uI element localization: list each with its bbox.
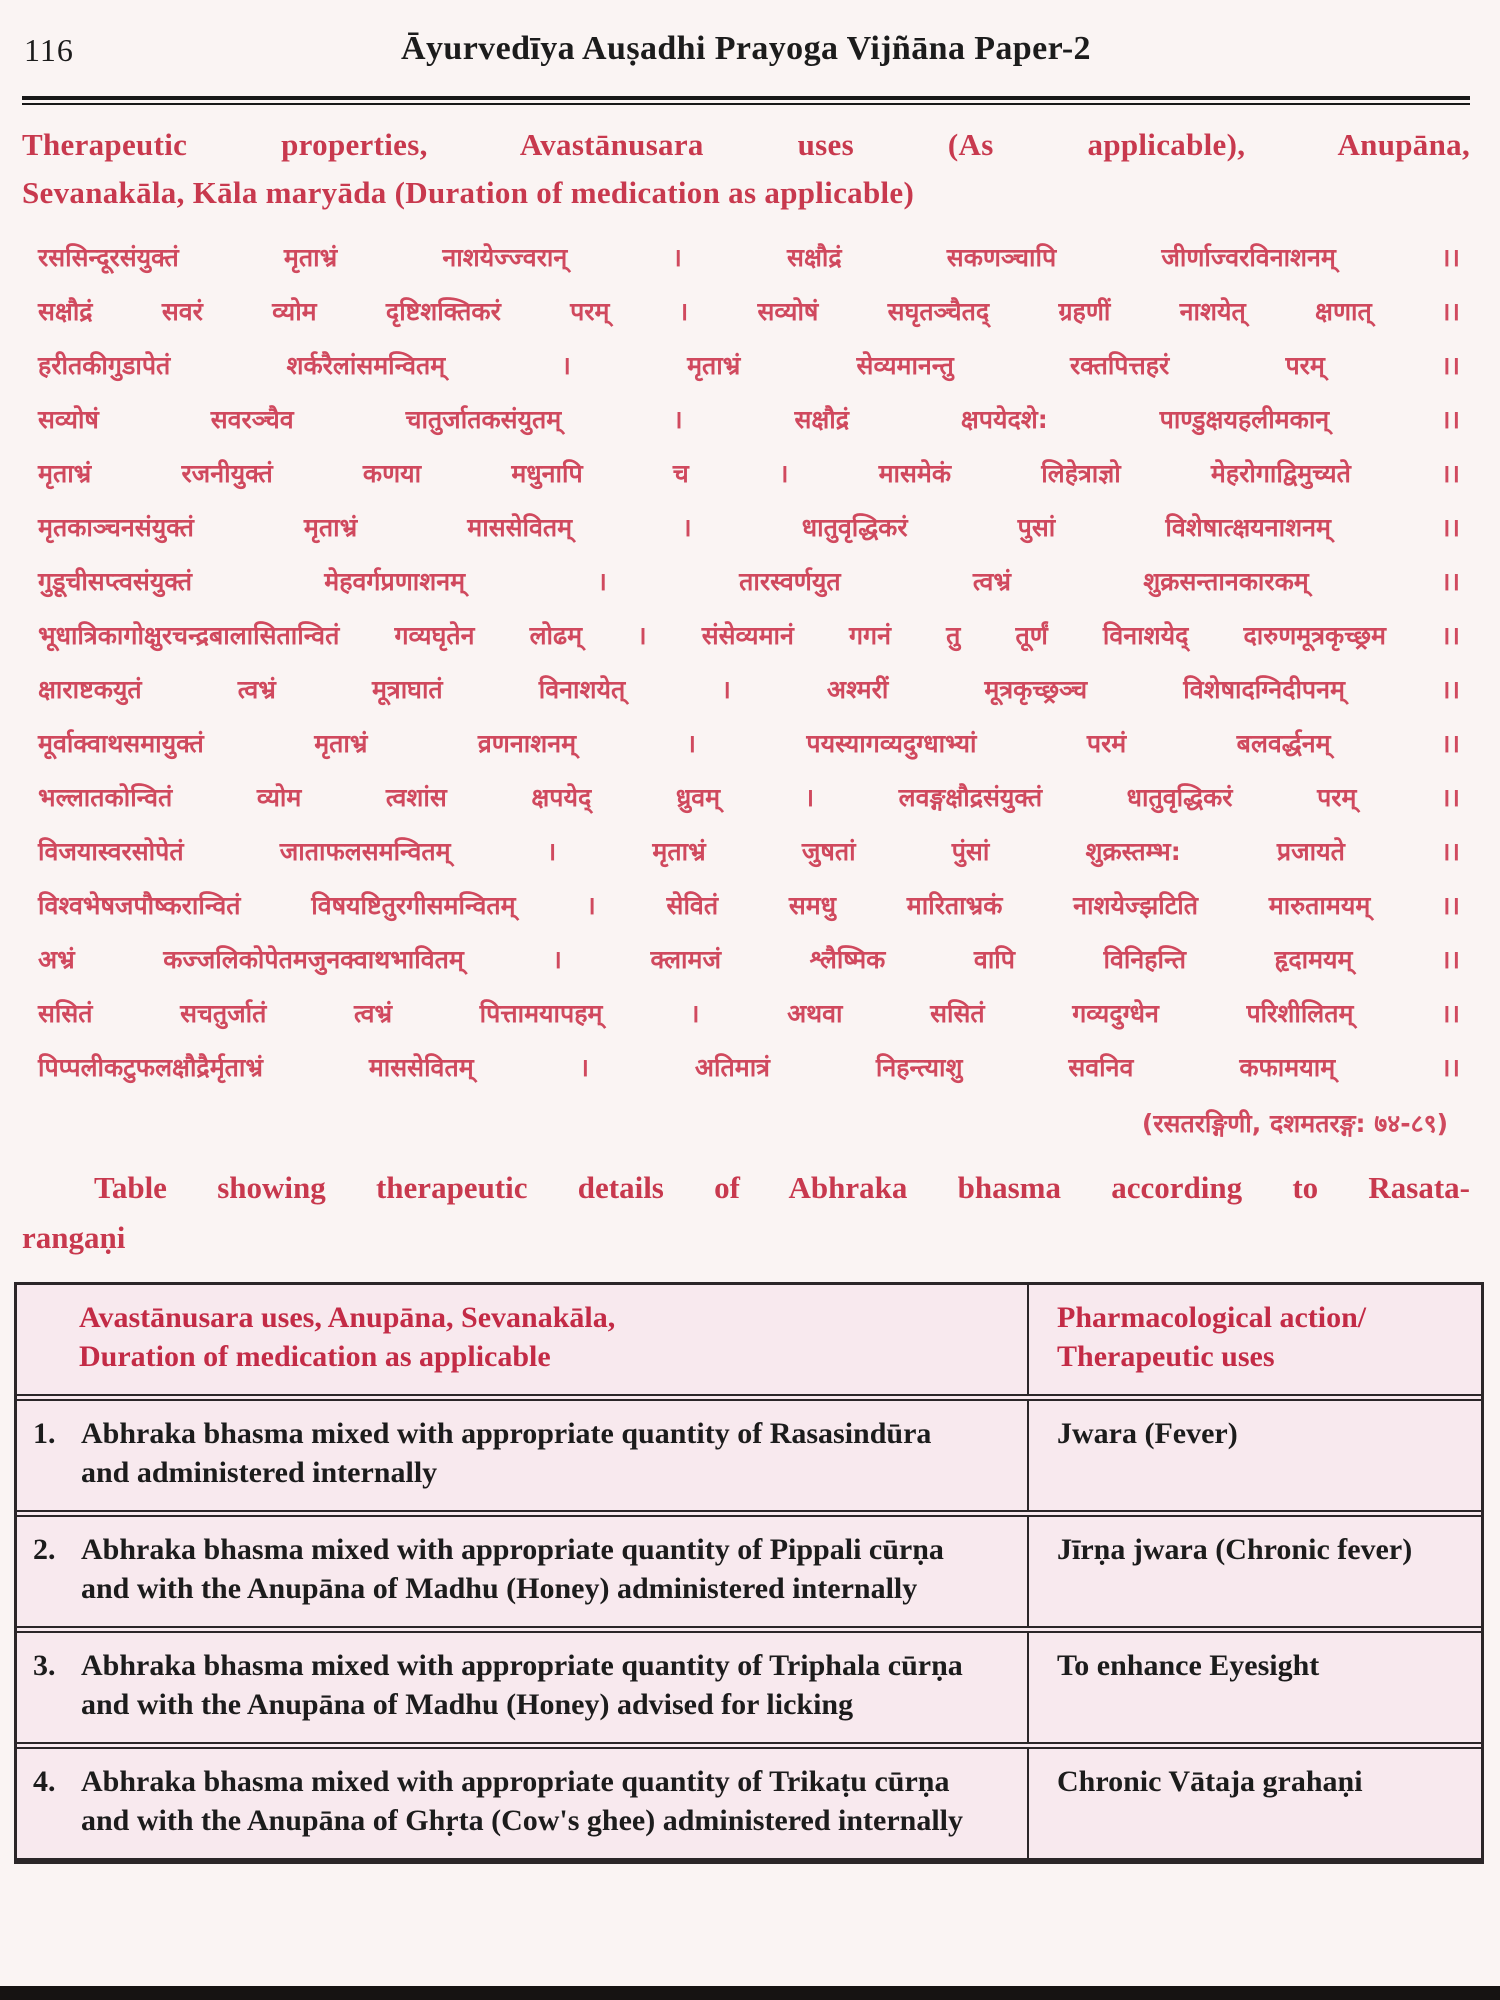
table-heading-line2: rangaṇi — [22, 1220, 126, 1256]
row-number: 3. — [33, 1648, 56, 1682]
verse-line: पिप्पलीकटुफलक्षौद्रैर्मृताभ्रं माससेवितम् । अतिमात्रं निहन्त्याशु सवनिव कफामयाम् ।। — [38, 1053, 1460, 1083]
verse-line: रससिन्दूरसंयुक्तं मृताभ्रं नाशयेज्ज्वरान् । सक्षौद्रं सकणञ्चापि जीर्णाज्वरविनाशनम् ।। — [38, 243, 1460, 273]
verse-line: विजयास्वरसोपेतं जाताफलसमन्वितम् । मृताभ्रं जुषतां पुंसां शुक्रस्तम्भ: प्रजायते ।। — [38, 837, 1460, 867]
verse-line: हरीतकीगुडापेतं शर्करैलांसमन्वितम् । मृताभ्रं सेव्यमानन्तु रक्तपित्तहरं परम् ।। — [38, 351, 1460, 381]
verse-line: गुडूचीसप्त्वसंयुक्तं मेहवर्गप्रणाशनम् । तारस्वर्णयुत त्वभ्रं शुक्रसन्तानकारकम् ।। — [38, 567, 1460, 597]
verse-block — [22, 231, 1470, 1095]
therapeutic-table — [14, 1282, 1484, 1864]
section-heading-line2: Sevanakāla, Kāla maryāda (Duration of medication as applicable) — [22, 175, 915, 211]
verse-line: मृताभ्रं रजनीयुक्तं कणया मधुनापि च । मासमेकं लिहेत्राज्ञो मेहरोगाद्विमुच्यते ।। — [38, 459, 1460, 489]
row-number: 1. — [33, 1416, 56, 1450]
row-action-text: Jwara (Fever) — [1057, 1416, 1238, 1450]
row-use-text: Abhraka bhasma mixed with appropriate quantity of Triphala cūrṇa and with the Anupāna of Madhu (Honey) advised for licking — [81, 1648, 963, 1721]
row-action-text: Chronic Vātaja grahaṇi — [1057, 1764, 1363, 1798]
row-number: 4. — [33, 1764, 56, 1798]
table-row — [17, 1394, 1481, 1510]
verse-line: मृतकाञ्चनसंयुक्तं मृताभ्रं माससेवितम् । धातुवृद्धिकरं पुसां विशेषात्क्षयनाशनम् ।। — [38, 513, 1460, 543]
verse-citation: (रसतरङ्गिणी, दशमतरङ्ग: ७४-८९) — [1141, 1109, 1448, 1139]
row-use-text: Abhraka bhasma mixed with appropriate quantity of Pippali cūrṇa and with the Anupāna of Madhu (Honey) administered internally — [81, 1532, 944, 1605]
section-heading-line1: Therapeutic properties, Avastānusara uses (As applicable), Anupāna, — [22, 127, 1470, 162]
table-header-row — [17, 1285, 1481, 1394]
page-title: Āyurvedīya Auṣadhi Prayoga Vijñāna Paper-2 — [401, 30, 1091, 67]
table-row — [17, 1742, 1481, 1858]
col-header-uses — [17, 1285, 1029, 1394]
verse-line: अभ्रं कज्जलिकोपेतमजुनक्वाथभावितम् । क्लामजं श्लैष्मिक वापि विनिहन्ति हृदामयम् ।। — [38, 945, 1460, 975]
col-header-uses-line2: Duration of medication as applicable — [79, 1339, 551, 1373]
table-heading-line1: Table showing therapeutic details of Abhraka bhasma according to Rasata- — [94, 1170, 1470, 1206]
header-rule — [22, 96, 1470, 105]
table-heading — [22, 1163, 1470, 1263]
col-header-uses-line1: Avastānusara uses, Anupāna, Sevanakāla, — [79, 1300, 616, 1334]
col-header-action-line1: Pharmacological action/ — [1057, 1300, 1367, 1334]
col-header-action — [1029, 1285, 1481, 1394]
table-row — [17, 1626, 1481, 1742]
row-use-cell — [17, 1517, 1029, 1626]
row-use-text: Abhraka bhasma mixed with appropriate quantity of Rasasindūra and administered internally — [81, 1416, 932, 1489]
row-use-text: Abhraka bhasma mixed with appropriate quantity of Trikaṭu cūrṇa and with the Anupāna of Ghṛta (Cow's ghee) administered internally — [81, 1764, 964, 1837]
col-header-action-line2: Therapeutic uses — [1057, 1339, 1275, 1373]
table-row — [17, 1510, 1481, 1626]
page-number: 116 — [24, 32, 74, 68]
verse-line: सक्षौद्रं सवरं व्योम दृष्टिशक्तिकरं परम् । सव्योषं सघृतञ्चैतद् ग्रहणीं नाशयेत् क्षणात् ।। — [38, 297, 1460, 327]
row-action-text: Jīrṇa jwara (Chronic fever) — [1057, 1532, 1413, 1566]
verse-line: भूधात्रिकागोक्षुरचन्द्रबालासितान्वितं गव्यघृतेन लोढम् । संसेव्यमानं गगनं तु तूर्णं विनाशयेद् दारुणमूत्रकृच्छ्रम ।। — [38, 621, 1460, 651]
row-use-cell — [17, 1401, 1029, 1510]
bottom-scan-bar — [0, 1986, 1500, 2000]
row-action-text: To enhance Eyesight — [1057, 1648, 1320, 1682]
verse-line: क्षाराष्टकयुतं त्वभ्रं मूत्राघातं विनाशयेत् । अश्मरीं मूत्रकृच्छ्रञ्च विशेषादग्निदीपनम् ।। — [38, 675, 1460, 705]
verse-line: सव्योषं सवरञ्चैव चातुर्जातकसंयुतम् । सक्षौद्रं क्षपयेदशे: पाण्डुक्षयहलीमकान् ।। — [38, 405, 1460, 435]
verse-line: मूर्वाक्वाथसमायुक्तं मृताभ्रं व्रणनाशनम् । पयस्यागव्यदुग्धाभ्यां परमं बलवर्द्धनम् ।। — [38, 729, 1460, 759]
section-heading — [22, 121, 1470, 217]
row-use-cell — [17, 1633, 1029, 1742]
page-header — [22, 24, 1470, 82]
verse-line: विश्वभेषजपौष्करान्वितं विषयष्टितुरगीसमन्वितम् । सेवितं समधु मारिताभ्रकं नाशयेज्झटिति मारुतामयम् ।। — [38, 891, 1460, 921]
verse-line: भल्लातकोन्वितं व्योम त्वशांस क्षपयेद् ध्रुवम् । लवङ्गक्षौद्रसंयुक्तं धातुवृद्धिकरं परम् ।। — [38, 783, 1460, 813]
verse-line: ससितं सचतुर्जातं त्वभ्रं पित्तामयापहम् । अथवा ससितं गव्यदुग्धेन परिशीलितम् ।। — [38, 999, 1460, 1029]
row-number: 2. — [33, 1532, 56, 1566]
row-use-cell — [17, 1749, 1029, 1858]
